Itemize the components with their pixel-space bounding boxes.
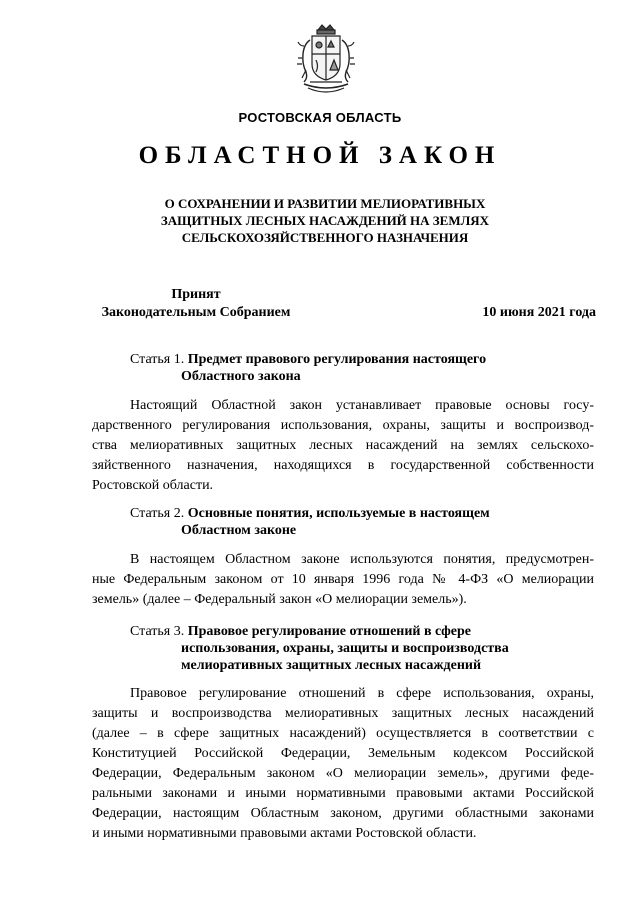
law-name	[150, 195, 500, 246]
article-number: Статья 2.	[130, 506, 185, 521]
article-title: Предмет правового регулирования настоящего	[187, 352, 487, 367]
document-type-title: ОБЛАСТНОЙ ЗАКОН	[138, 142, 502, 169]
paragraph-line: В настоящем Областном законе используются понятия, предусмотрен-	[130, 552, 594, 567]
paragraph-line: защиты и воспроизводства мелиоративных защитных лесных насаждений	[92, 706, 594, 721]
paragraph-line: и иными нормативными правовыми актами Ростовской области.	[92, 826, 477, 841]
article-title-continuation: мелиоративных защитных лесных насаждений	[181, 658, 482, 673]
paragraph-line: ральными законами и иными нормативными правовыми актами Российской	[92, 786, 594, 801]
article-2-body	[92, 550, 594, 610]
coat-of-arms-emblem	[296, 24, 356, 98]
law-name-line: О СОХРАНЕНИИ И РАЗВИТИИ МЕЛИОРАТИВНЫХ	[164, 196, 486, 211]
paragraph-line: Ростовской области.	[92, 478, 214, 493]
article-title-continuation: Областного закона	[181, 369, 301, 384]
paragraph-line: (далее – в сфере защитных насаждений) осуществляется в соответствии с	[92, 726, 594, 741]
law-name-line: ЗАЩИТНЫХ ЛЕСНЫХ НАСАЖДЕНИЙ НА ЗЕМЛЯХ	[160, 213, 490, 228]
paragraph-line: ные Федеральным законом от 10 января 1996 года № 4-ФЗ «О мелиорации	[92, 572, 594, 587]
adoption-line-assembly: Законодательным Собранием	[101, 305, 291, 320]
paragraph-line: земель» (далее – Федеральный закон «О мелиорации земель»).	[92, 592, 467, 607]
paragraph-line: Конституцией Российской Федерации, Земельным кодексом Российской	[92, 746, 594, 761]
article-number: Статья 3.	[130, 624, 185, 639]
paragraph-line: зяйственного назначения, находящихся в государственной собственности	[92, 458, 594, 473]
paragraph-line: Федерации, Федеральным законом «О мелиорации земель», другими феде-	[92, 766, 594, 781]
adoption-date: 10 июня 2021 года	[482, 305, 596, 320]
law-name-line: СЕЛЬСКОХОЗЯЙСТВЕННОГО НАЗНАЧЕНИЯ	[181, 230, 469, 245]
adoption-block	[90, 286, 302, 322]
article-1-heading	[130, 351, 590, 385]
article-title-continuation: использования, охраны, защиты и воспроизводства	[181, 641, 509, 656]
article-number: Статья 1.	[130, 352, 185, 367]
paragraph-line: Правовое регулирование отношений в сфере использования, охраны,	[130, 686, 594, 701]
paragraph-line: дарственного регулирования использования, охраны, защиты и воспроизвод-	[92, 418, 594, 433]
article-title-continuation: Областном законе	[181, 523, 297, 538]
article-title: Основные понятия, используемые в настоящем	[187, 506, 490, 521]
paragraph-line: Настоящий Областной закон устанавливает правовые основы госу-	[130, 398, 594, 413]
article-3-heading	[130, 623, 590, 674]
article-1-body	[92, 396, 594, 496]
adoption-line-adopted: Принят	[171, 287, 221, 302]
paragraph-line: ства мелиоративных защитных лесных насаждений на землях сельскохо-	[92, 438, 594, 453]
article-2-heading	[130, 505, 590, 539]
article-title: Правовое регулирование отношений в сфере	[187, 624, 471, 639]
paragraph-line: Федерации, настоящим Областным законом, другими областными законами	[92, 806, 594, 821]
region-name: РОСТОВСКАЯ ОБЛАСТЬ	[238, 110, 402, 125]
article-3-body	[92, 684, 594, 844]
